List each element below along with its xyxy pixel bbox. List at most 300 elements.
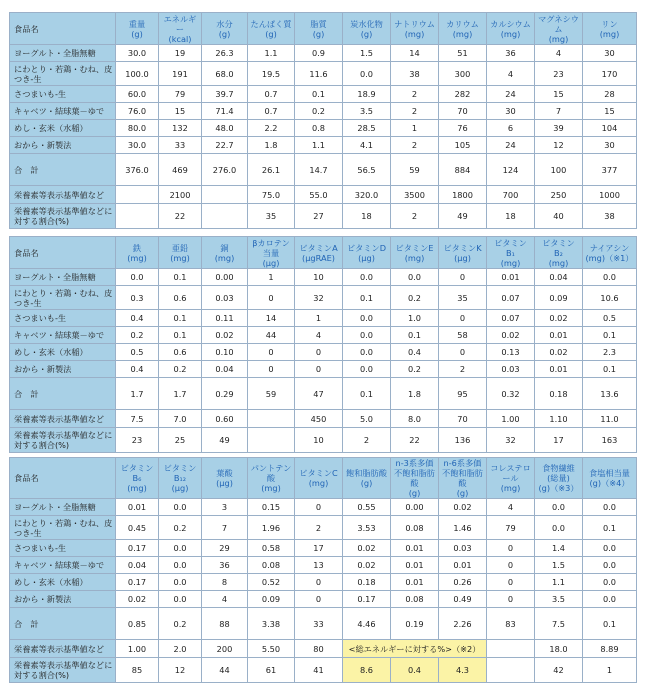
value-cell: 6 xyxy=(487,120,535,137)
column-header: ビタミン B₁₂ (μg) xyxy=(159,458,202,499)
value-cell: 1 xyxy=(391,120,439,137)
value-cell: 26.3 xyxy=(202,45,248,62)
ratio-value: 61 xyxy=(248,658,295,683)
ratio-value xyxy=(202,204,248,229)
value-cell: 4.1 xyxy=(343,137,391,154)
value-cell: 0.01 xyxy=(391,557,439,574)
value-cell: 0.10 xyxy=(202,344,248,361)
food-name-cell: めし・玄米（水稲） xyxy=(10,344,116,361)
value-cell: 36 xyxy=(202,557,248,574)
column-header: 鉄 (mg) xyxy=(116,237,159,269)
standard-value: 0.60 xyxy=(202,410,248,428)
table-row xyxy=(10,62,637,86)
total-value: 14.7 xyxy=(295,154,343,186)
table-row xyxy=(10,361,637,378)
total-value: 0.1 xyxy=(343,378,391,410)
total-value: 100 xyxy=(535,154,583,186)
ratio-row xyxy=(10,658,637,683)
value-cell: 0.2 xyxy=(116,327,159,344)
column-header: 葉酸 (μg) xyxy=(202,458,248,499)
value-cell: 3.5 xyxy=(535,591,583,608)
value-cell: 0.1 xyxy=(343,286,391,310)
value-cell: 0.45 xyxy=(116,516,159,540)
value-cell: 0.01 xyxy=(391,574,439,591)
ratio-value: 8.6 xyxy=(343,658,391,683)
column-header: ナトリウム (mg) xyxy=(391,13,439,45)
standard-value: 2.0 xyxy=(159,640,202,658)
ratio-value: 41 xyxy=(295,658,343,683)
column-header: ビタミン B₁ (mg) xyxy=(487,237,535,269)
value-cell: 0 xyxy=(295,591,343,608)
value-cell: 282 xyxy=(439,86,487,103)
value-cell: 1.4 xyxy=(535,540,583,557)
value-cell: 1.1 xyxy=(248,45,295,62)
value-cell: 4 xyxy=(535,45,583,62)
food-name-cell: にわとり・若鶏・むね、皮つき-生 xyxy=(10,516,116,540)
ratio-value: 42 xyxy=(535,658,583,683)
total-value: 26.1 xyxy=(248,154,295,186)
value-cell: 33 xyxy=(159,137,202,154)
total-value: 0.85 xyxy=(116,608,159,640)
ratio-value: 2 xyxy=(391,204,439,229)
column-header: たんぱく質 (g) xyxy=(248,13,295,45)
value-cell: 35 xyxy=(439,286,487,310)
food-name-cell: さつまいも-生 xyxy=(10,86,116,103)
value-cell: 0 xyxy=(295,574,343,591)
total-value: 1.7 xyxy=(116,378,159,410)
ratio-label: 栄養素等表示基準値などに対する割合(%) xyxy=(10,658,116,683)
value-cell: 79 xyxy=(487,516,535,540)
total-value: 59 xyxy=(248,378,295,410)
value-cell: 79 xyxy=(159,86,202,103)
food-name-cell: おから・新製法 xyxy=(10,591,116,608)
value-cell: 0.02 xyxy=(487,327,535,344)
ratio-value: 17 xyxy=(535,428,583,453)
ratio-value: 0.4 xyxy=(391,658,439,683)
standard-value xyxy=(202,186,248,204)
value-cell: 2 xyxy=(439,361,487,378)
ratio-value: 32 xyxy=(487,428,535,453)
value-cell: 1.1 xyxy=(295,137,343,154)
standard-value: 5.50 xyxy=(248,640,295,658)
value-cell: 0.0 xyxy=(159,574,202,591)
value-cell: 15 xyxy=(583,103,637,120)
value-cell: 0.0 xyxy=(116,269,159,286)
value-cell: 12 xyxy=(535,137,583,154)
value-cell: 10.6 xyxy=(583,286,637,310)
column-header: カリウム (mg) xyxy=(439,13,487,45)
value-cell: 0.2 xyxy=(159,516,202,540)
total-value: 13.6 xyxy=(583,378,637,410)
total-value: 1.7 xyxy=(159,378,202,410)
value-cell: 39 xyxy=(535,120,583,137)
ratio-value: 18 xyxy=(343,204,391,229)
value-cell: 0.6 xyxy=(159,286,202,310)
value-cell: 71.4 xyxy=(202,103,248,120)
table-row xyxy=(10,86,637,103)
ratio-value: 38 xyxy=(583,204,637,229)
value-cell: 7 xyxy=(202,516,248,540)
food-name-cell: ヨーグルト・全脂無糖 xyxy=(10,45,116,62)
ratio-row xyxy=(10,204,637,229)
value-cell: 8 xyxy=(202,574,248,591)
value-cell: 18.9 xyxy=(343,86,391,103)
total-value: 88 xyxy=(202,608,248,640)
value-cell: 14 xyxy=(391,45,439,62)
food-name-cell: めし・玄米（水稲） xyxy=(10,120,116,137)
value-cell: 0.55 xyxy=(343,499,391,516)
standard-row xyxy=(10,640,637,658)
value-cell: 17 xyxy=(295,540,343,557)
total-value: 469 xyxy=(159,154,202,186)
column-header: ビタミンK (μg) xyxy=(439,237,487,269)
total-value: 7.5 xyxy=(535,608,583,640)
value-cell: 2 xyxy=(391,103,439,120)
ratio-value: 18 xyxy=(487,204,535,229)
table-row xyxy=(10,310,637,327)
column-header: ビタミン B₆ (mg) xyxy=(116,458,159,499)
value-cell: 0.08 xyxy=(391,516,439,540)
standard-value: 450 xyxy=(295,410,343,428)
standard-label: 栄養素等表示基準値など xyxy=(10,410,116,428)
standard-value: 70 xyxy=(439,410,487,428)
value-cell: 13 xyxy=(295,557,343,574)
value-cell: 4 xyxy=(202,591,248,608)
table-row xyxy=(10,45,637,62)
value-cell: 0.1 xyxy=(583,327,637,344)
value-cell: 22.7 xyxy=(202,137,248,154)
food-name-cell: ヨーグルト・全脂無糖 xyxy=(10,499,116,516)
value-cell: 0.0 xyxy=(583,540,637,557)
column-header: パントテン酸 (mg) xyxy=(248,458,295,499)
value-cell: 32 xyxy=(295,286,343,310)
value-cell: 14 xyxy=(248,310,295,327)
column-header: コレステロール (mg) xyxy=(487,458,535,499)
column-header: 銅 (mg) xyxy=(202,237,248,269)
value-cell: 0 xyxy=(295,499,343,516)
value-cell: 15 xyxy=(159,103,202,120)
table-row xyxy=(10,557,637,574)
value-cell: 0.02 xyxy=(343,540,391,557)
value-cell: 0.1 xyxy=(295,86,343,103)
standard-value: 80 xyxy=(295,640,343,658)
value-cell: 0.0 xyxy=(583,591,637,608)
value-cell: 0.1 xyxy=(583,516,637,540)
value-cell: 76.0 xyxy=(116,103,159,120)
standard-value: 2100 xyxy=(159,186,202,204)
total-value: 0.19 xyxy=(391,608,439,640)
table-row xyxy=(10,499,637,516)
value-cell: 23 xyxy=(535,62,583,86)
ratio-value: 49 xyxy=(202,428,248,453)
value-cell: 0.0 xyxy=(583,574,637,591)
ratio-value: 22 xyxy=(159,204,202,229)
value-cell: 30 xyxy=(583,45,637,62)
total-label: 合 計 xyxy=(10,608,116,640)
value-cell: 104 xyxy=(583,120,637,137)
table-row xyxy=(10,286,637,310)
ratio-value: 40 xyxy=(535,204,583,229)
total-value: 0.2 xyxy=(159,608,202,640)
table-header-row xyxy=(10,458,637,499)
value-cell: 0.04 xyxy=(202,361,248,378)
value-cell: 0.08 xyxy=(248,557,295,574)
standard-label: 栄養素等表示基準値など xyxy=(10,640,116,658)
total-value: 3.38 xyxy=(248,608,295,640)
value-cell: 1.8 xyxy=(248,137,295,154)
column-header: 水分 (g) xyxy=(202,13,248,45)
total-value: 56.5 xyxy=(343,154,391,186)
value-cell: 28.5 xyxy=(343,120,391,137)
standard-row xyxy=(10,410,637,428)
nutrition-table-macros xyxy=(9,12,637,229)
value-cell: 0.6 xyxy=(159,344,202,361)
value-cell: 0.18 xyxy=(343,574,391,591)
value-cell: 0.08 xyxy=(391,591,439,608)
total-row xyxy=(10,154,637,186)
value-cell: 0.15 xyxy=(248,499,295,516)
standard-value: 250 xyxy=(535,186,583,204)
total-value: 0.1 xyxy=(583,608,637,640)
ratio-label: 栄養素等表示基準値などに対する割合(%) xyxy=(10,428,116,453)
table-row xyxy=(10,574,637,591)
standard-value: 320.0 xyxy=(343,186,391,204)
value-cell: 0.17 xyxy=(116,540,159,557)
ratio-value xyxy=(248,428,295,453)
ratio-value: 2 xyxy=(343,428,391,453)
value-cell: 0.0 xyxy=(343,327,391,344)
value-cell: 60.0 xyxy=(116,86,159,103)
ratio-label: 栄養素等表示基準値などに対する割合(%) xyxy=(10,204,116,229)
value-cell: 0.0 xyxy=(343,62,391,86)
value-cell: 0 xyxy=(248,361,295,378)
column-header: 重量 (g) xyxy=(116,13,159,45)
value-cell: 4 xyxy=(487,499,535,516)
ratio-value: 136 xyxy=(439,428,487,453)
value-cell: 1.0 xyxy=(391,310,439,327)
value-cell: 28 xyxy=(583,86,637,103)
value-cell: 0.1 xyxy=(583,361,637,378)
table-row xyxy=(10,540,637,557)
value-cell: 1.46 xyxy=(439,516,487,540)
value-cell: 11.6 xyxy=(295,62,343,86)
value-cell: 0.1 xyxy=(159,310,202,327)
ratio-value: 85 xyxy=(116,658,159,683)
value-cell: 0.0 xyxy=(159,499,202,516)
value-cell: 3.53 xyxy=(343,516,391,540)
standard-value: 7.5 xyxy=(116,410,159,428)
value-cell: 0.02 xyxy=(202,327,248,344)
column-header: ナイアシン (mg)（※1） xyxy=(583,237,637,269)
value-cell: 0.04 xyxy=(116,557,159,574)
value-cell: 0 xyxy=(487,540,535,557)
column-header: エネルギー (kcal) xyxy=(159,13,202,45)
value-cell: 0.0 xyxy=(159,540,202,557)
standard-value: 1.00 xyxy=(116,640,159,658)
column-header-food-name: 食品名 xyxy=(10,458,116,499)
value-cell: 0.1 xyxy=(159,327,202,344)
value-cell: 44 xyxy=(248,327,295,344)
value-cell: 30 xyxy=(583,137,637,154)
value-cell: 0.4 xyxy=(391,344,439,361)
value-cell: 0.7 xyxy=(248,103,295,120)
value-cell: 0.0 xyxy=(159,591,202,608)
value-cell: 0 xyxy=(439,269,487,286)
standard-value: 8.0 xyxy=(391,410,439,428)
value-cell: 0.01 xyxy=(535,327,583,344)
value-cell: 39.7 xyxy=(202,86,248,103)
value-cell: 29 xyxy=(202,540,248,557)
value-cell: 68.0 xyxy=(202,62,248,86)
value-cell: 0.01 xyxy=(391,540,439,557)
standard-value xyxy=(116,186,159,204)
value-cell: 0.02 xyxy=(439,499,487,516)
value-cell: 0.0 xyxy=(343,269,391,286)
total-row xyxy=(10,378,637,410)
value-cell: 0.01 xyxy=(487,269,535,286)
food-name-cell: さつまいも-生 xyxy=(10,540,116,557)
column-header: 脂質 (g) xyxy=(295,13,343,45)
standard-value: 55.0 xyxy=(295,186,343,204)
food-name-cell: ヨーグルト・全脂無糖 xyxy=(10,269,116,286)
table-row xyxy=(10,269,637,286)
value-cell: 0.0 xyxy=(391,269,439,286)
value-cell: 0.09 xyxy=(248,591,295,608)
total-value: 83 xyxy=(487,608,535,640)
value-cell: 80.0 xyxy=(116,120,159,137)
ratio-value xyxy=(487,658,535,683)
food-name-cell: キャベツ・結球葉－ゆで xyxy=(10,557,116,574)
total-value: 95 xyxy=(439,378,487,410)
standard-value: 11.0 xyxy=(583,410,637,428)
value-cell: 0.2 xyxy=(391,286,439,310)
food-name-cell: おから・新製法 xyxy=(10,361,116,378)
value-cell: 0.3 xyxy=(116,286,159,310)
value-cell: 0.0 xyxy=(535,499,583,516)
value-cell: 0.0 xyxy=(343,361,391,378)
standard-label: 栄養素等表示基準値など xyxy=(10,186,116,204)
total-value: 377 xyxy=(583,154,637,186)
ratio-value: 44 xyxy=(202,658,248,683)
total-value: 4.46 xyxy=(343,608,391,640)
ratio-value: 27 xyxy=(295,204,343,229)
total-value: 2.26 xyxy=(439,608,487,640)
value-cell: 2 xyxy=(391,86,439,103)
table-header-row xyxy=(10,13,637,45)
standard-value xyxy=(487,640,535,658)
value-cell: 0.5 xyxy=(116,344,159,361)
value-cell: 1.5 xyxy=(343,45,391,62)
ratio-row xyxy=(10,428,637,453)
column-header: n-3系多価不飽和脂肪酸 (g) xyxy=(391,458,439,499)
value-cell: 0.1 xyxy=(159,269,202,286)
table-row xyxy=(10,120,637,137)
value-cell: 2 xyxy=(295,516,343,540)
standard-value: 8.89 xyxy=(583,640,637,658)
value-cell: 0.07 xyxy=(487,310,535,327)
food-name-cell: にわとり・若鶏・むね、皮つき-生 xyxy=(10,286,116,310)
value-cell: 170 xyxy=(583,62,637,86)
value-cell: 0.2 xyxy=(391,361,439,378)
value-cell: 15 xyxy=(535,86,583,103)
value-cell: 1.5 xyxy=(535,557,583,574)
food-name-cell: めし・玄米（水稲） xyxy=(10,574,116,591)
value-cell: 0.0 xyxy=(583,269,637,286)
ratio-value: 25 xyxy=(159,428,202,453)
table-row xyxy=(10,344,637,361)
value-cell: 3 xyxy=(202,499,248,516)
value-cell: 38 xyxy=(391,62,439,86)
column-header: 炭水化物 (g) xyxy=(343,13,391,45)
value-cell: 0.1 xyxy=(391,327,439,344)
value-cell: 1 xyxy=(295,310,343,327)
column-header-food-name: 食品名 xyxy=(10,237,116,269)
standard-value: 1.00 xyxy=(487,410,535,428)
value-cell: 0.04 xyxy=(535,269,583,286)
ratio-value: 22 xyxy=(391,428,439,453)
value-cell: 0.02 xyxy=(535,310,583,327)
ratio-value: 10 xyxy=(295,428,343,453)
value-cell: 0 xyxy=(248,344,295,361)
value-cell: 36 xyxy=(487,45,535,62)
total-value: 0.29 xyxy=(202,378,248,410)
ratio-value: 35 xyxy=(248,204,295,229)
standard-value: 3500 xyxy=(391,186,439,204)
table-row xyxy=(10,516,637,540)
value-cell: 0.52 xyxy=(248,574,295,591)
total-value: 59 xyxy=(391,154,439,186)
standard-value: 75.0 xyxy=(248,186,295,204)
value-cell: 0.07 xyxy=(487,286,535,310)
value-cell: 0.7 xyxy=(248,86,295,103)
value-cell: 1.96 xyxy=(248,516,295,540)
total-value: 1.8 xyxy=(391,378,439,410)
value-cell: 105 xyxy=(439,137,487,154)
food-name-cell: おから・新製法 xyxy=(10,137,116,154)
column-header: 食物繊維 (総量) (g)（※3） xyxy=(535,458,583,499)
value-cell: 0.8 xyxy=(295,120,343,137)
value-cell: 0.58 xyxy=(248,540,295,557)
ratio-value: 1 xyxy=(583,658,637,683)
total-label: 合 計 xyxy=(10,154,116,186)
value-cell: 0.49 xyxy=(439,591,487,608)
food-name-cell: キャベツ・結球葉－ゆで xyxy=(10,103,116,120)
value-cell: 0 xyxy=(439,310,487,327)
standard-value: 18.0 xyxy=(535,640,583,658)
value-cell: 19.5 xyxy=(248,62,295,86)
value-cell: 0.11 xyxy=(202,310,248,327)
column-header: ビタミンE (mg) xyxy=(391,237,439,269)
value-cell: 0.03 xyxy=(487,361,535,378)
value-cell: 0 xyxy=(295,344,343,361)
ratio-value: 163 xyxy=(583,428,637,453)
value-cell: 4 xyxy=(487,62,535,86)
table-row xyxy=(10,103,637,120)
value-cell: 30 xyxy=(487,103,535,120)
value-cell: 0.03 xyxy=(439,540,487,557)
total-row xyxy=(10,608,637,640)
food-name-cell: キャベツ・結球葉－ゆで xyxy=(10,327,116,344)
value-cell: 7 xyxy=(535,103,583,120)
table-header-row xyxy=(10,237,637,269)
value-cell: 191 xyxy=(159,62,202,86)
total-value: 0.18 xyxy=(535,378,583,410)
value-cell: 0.00 xyxy=(202,269,248,286)
food-name-cell: さつまいも-生 xyxy=(10,310,116,327)
value-cell: 0.01 xyxy=(535,361,583,378)
value-cell: 0 xyxy=(248,286,295,310)
value-cell: 0.0 xyxy=(535,516,583,540)
